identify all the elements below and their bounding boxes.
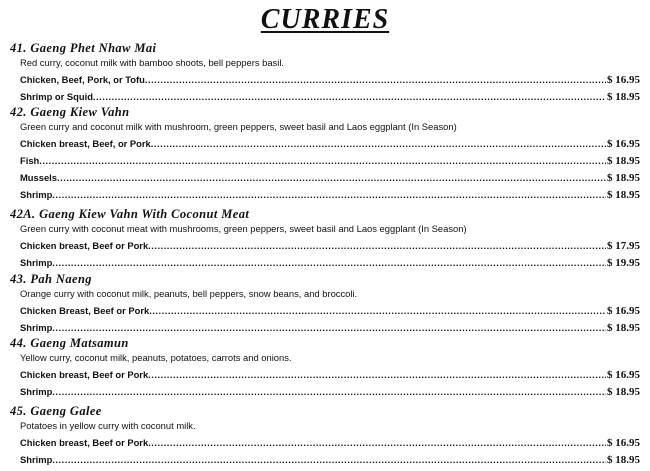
option-label: Chicken Breast, Beef or Pork bbox=[20, 305, 150, 316]
item-name: Gaeng Matsamun bbox=[30, 336, 129, 350]
price-row bbox=[10, 71, 640, 88]
price-row bbox=[10, 88, 640, 105]
item-heading bbox=[10, 335, 640, 351]
option-price: $ 18.95 bbox=[607, 386, 640, 398]
dot-leader bbox=[52, 451, 606, 468]
dot-leader bbox=[93, 88, 606, 105]
option-price: $ 18.95 bbox=[607, 172, 640, 184]
item-name: Pah Naeng bbox=[30, 272, 92, 286]
option-label: Chicken breast, Beef or Pork bbox=[20, 240, 149, 251]
item-name: Gaeng Phet Nhaw Mai bbox=[30, 41, 157, 55]
item-heading bbox=[10, 271, 640, 287]
item-number: 42. bbox=[10, 105, 27, 119]
dot-leader bbox=[52, 383, 606, 400]
item-name: Gaeng Kiew Vahn With Coconut Meat bbox=[39, 207, 250, 221]
item-name: Gaeng Kiew Vahn bbox=[30, 105, 130, 119]
price-row bbox=[10, 237, 640, 254]
option-price: $ 16.95 bbox=[607, 369, 640, 381]
item-heading bbox=[10, 206, 640, 222]
option-label: Shrimp bbox=[20, 257, 53, 268]
menu-item-45 bbox=[10, 403, 640, 468]
option-price: $ 18.95 bbox=[607, 454, 640, 466]
price-row bbox=[10, 302, 640, 319]
option-price: $ 19.95 bbox=[607, 257, 640, 269]
dot-leader bbox=[57, 169, 606, 186]
item-name: Gaeng Galee bbox=[30, 404, 102, 418]
price-row bbox=[10, 135, 640, 152]
option-label: Shrimp bbox=[20, 189, 53, 200]
menu-item-41 bbox=[10, 40, 640, 105]
dot-leader bbox=[145, 71, 606, 88]
option-label: Chicken breast, Beef, or Pork bbox=[20, 138, 151, 149]
item-heading bbox=[10, 40, 640, 56]
dot-leader bbox=[52, 319, 606, 336]
item-description: Potatoes in yellow curry with coconut milk. bbox=[20, 420, 196, 431]
item-description: Yellow curry, coconut milk, peanuts, potatoes, carrots and onions. bbox=[20, 352, 292, 363]
option-price: $ 16.95 bbox=[607, 74, 640, 86]
option-label: Shrimp or Squid bbox=[20, 91, 93, 102]
item-description: Green curry with coconut meat with mushrooms, green peppers, sweet basil and Laos eggplant (In Season) bbox=[20, 223, 467, 234]
option-price: $ 18.95 bbox=[607, 155, 640, 167]
item-number: 41. bbox=[10, 41, 27, 55]
item-description: Red curry, coconut milk with bamboo shoots, bell peppers basil. bbox=[20, 57, 285, 68]
price-row bbox=[10, 366, 640, 383]
option-label: Shrimp bbox=[20, 454, 53, 465]
dot-leader bbox=[39, 152, 606, 169]
item-heading bbox=[10, 104, 640, 120]
item-number: 44. bbox=[10, 336, 27, 350]
dot-leader bbox=[151, 135, 606, 152]
dot-leader bbox=[148, 366, 606, 383]
price-row bbox=[10, 434, 640, 451]
option-label: Shrimp bbox=[20, 322, 53, 333]
option-price: $ 17.95 bbox=[607, 240, 640, 252]
option-price: $ 18.95 bbox=[607, 189, 640, 201]
option-label: Chicken breast, Beef or Pork bbox=[20, 437, 149, 448]
item-number: 45. bbox=[10, 404, 27, 418]
price-row bbox=[10, 383, 640, 400]
menu-item-42 bbox=[10, 104, 640, 203]
option-label: Shrimp bbox=[20, 386, 53, 397]
option-price: $ 16.95 bbox=[607, 138, 640, 150]
option-label: Fish bbox=[20, 155, 40, 166]
option-label: Mussels bbox=[20, 172, 57, 183]
option-price: $ 18.95 bbox=[607, 322, 640, 334]
item-number: 43. bbox=[10, 272, 27, 286]
price-row bbox=[10, 254, 640, 271]
price-row bbox=[10, 451, 640, 468]
item-number: 42A. bbox=[10, 207, 36, 221]
option-price: $ 18.95 bbox=[607, 91, 640, 103]
price-row bbox=[10, 169, 640, 186]
menu-title: CURRIES bbox=[260, 4, 390, 35]
option-price: $ 16.95 bbox=[607, 305, 640, 317]
item-description: Orange curry with coconut milk, peanuts, bell peppers, snow beans, and broccoli. bbox=[20, 288, 358, 299]
item-description: Green curry and coconut milk with mushroom, green peppers, sweet basil and Laos eggplant (In Season) bbox=[20, 121, 457, 132]
dot-leader bbox=[148, 237, 606, 254]
option-price: $ 16.95 bbox=[607, 437, 640, 449]
dot-leader bbox=[148, 434, 606, 451]
price-row bbox=[10, 152, 640, 169]
menu-item-43 bbox=[10, 271, 640, 336]
dot-leader bbox=[52, 254, 606, 271]
price-row bbox=[10, 319, 640, 336]
option-label: Chicken breast, Beef or Pork bbox=[20, 369, 149, 380]
item-heading bbox=[10, 403, 640, 419]
menu-item-44 bbox=[10, 335, 640, 400]
dot-leader bbox=[149, 302, 606, 319]
menu-item-42a bbox=[10, 206, 640, 271]
price-row bbox=[10, 186, 640, 203]
option-label: Chicken, Beef, Pork, or Tofu bbox=[20, 74, 145, 85]
dot-leader bbox=[52, 186, 606, 203]
